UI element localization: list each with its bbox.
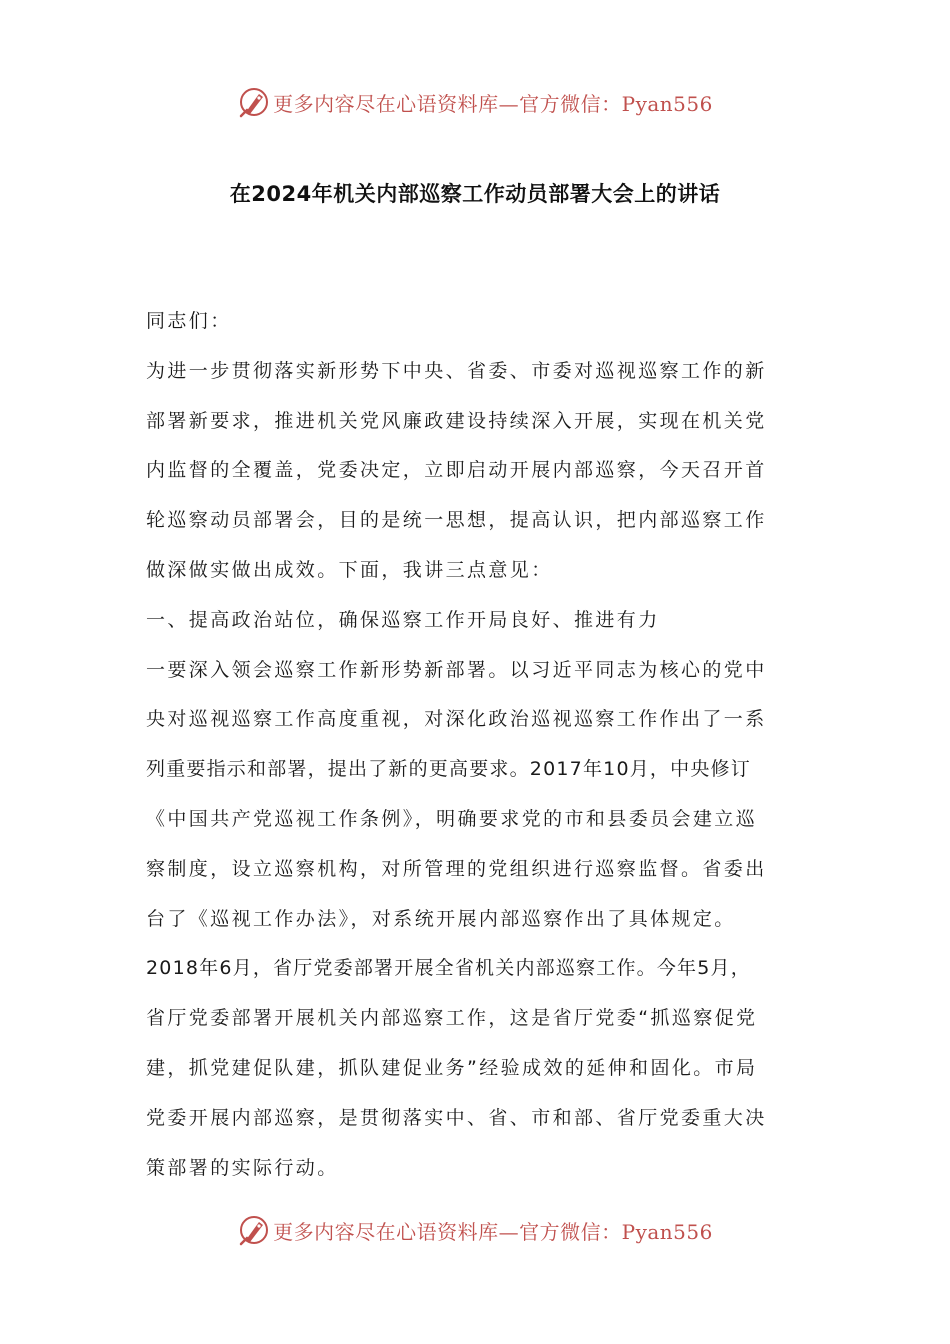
paragraph-line: 建，抓党建促队建，抓队建促业务”经验成效的延伸和固化。市局 [146,1056,758,1079]
paragraph-line: 2018年6月，省厅党委部署开展全省机关内部巡察工作。今年5月， [146,957,751,980]
paragraph-line: 部署新要求，推进机关党风廉政建设持续深入开展，实现在机关党 [146,409,767,432]
paragraph-line: 党委开展内部巡察，是贯彻落实中、省、市和部、省厅党委重大决 [146,1106,767,1129]
salutation: 同志们： [146,310,232,332]
document-title: 在2024年机关内部巡察工作动员部署大会上的讲话 [229,182,721,206]
footer-watermark-banner [0,1210,950,1250]
paragraph-line: 轮巡察动员部署会，目的是统一思想，提高认识，把内部巡察工作 [146,509,767,532]
paragraph-line: 省厅党委部署开展机关内部巡察工作，这是省厅党委“抓巡察促党 [146,1007,758,1030]
paragraph-line: 内监督的全覆盖，党委决定，立即启动开展内部巡察，今天召开首 [146,459,767,482]
header-watermark-banner [0,82,950,122]
section-heading: 一、提高政治站位，确保巡察工作开局良好、推进有力 [146,608,660,631]
paragraph-line: 台了《巡视工作办法》，对系统开展内部巡察作出了具体规定。 [146,907,736,930]
paragraph-line: 察制度，设立巡察机构，对所管理的党组织进行巡察监督。省委出 [146,857,767,880]
paragraph-line: 为进一步贯彻落实新形势下中央、省委、市委对巡视巡察工作的新 [146,359,767,382]
pen-nib-logo-icon [237,1213,271,1247]
paragraph-line: 一要深入领会巡察工作新形势新部署。以习近平同志为核心的党中 [146,658,767,681]
watermark-text: 更多内容尽在心语资料库—官方微信：Pyan556 [273,91,713,116]
paragraph-line: 策部署的实际行动。 [146,1156,339,1179]
pen-nib-logo-icon [237,85,271,119]
paragraph-line: 列重要指示和部署，提出了新的更高要求。2017年10月，中央修订 [146,758,751,781]
watermark-text: 更多内容尽在心语资料库—官方微信：Pyan556 [273,1219,713,1244]
document-body [146,297,808,1193]
paragraph-line: 央对巡视巡察工作高度重视，对深化政治巡视巡察工作作出了一系 [146,708,767,731]
paragraph-line: 《中国共产党巡视工作条例》，明确要求党的市和县委员会建立巡 [146,807,758,830]
paragraph-line: 做深做实做出成效。下面，我讲三点意见： [146,558,553,581]
